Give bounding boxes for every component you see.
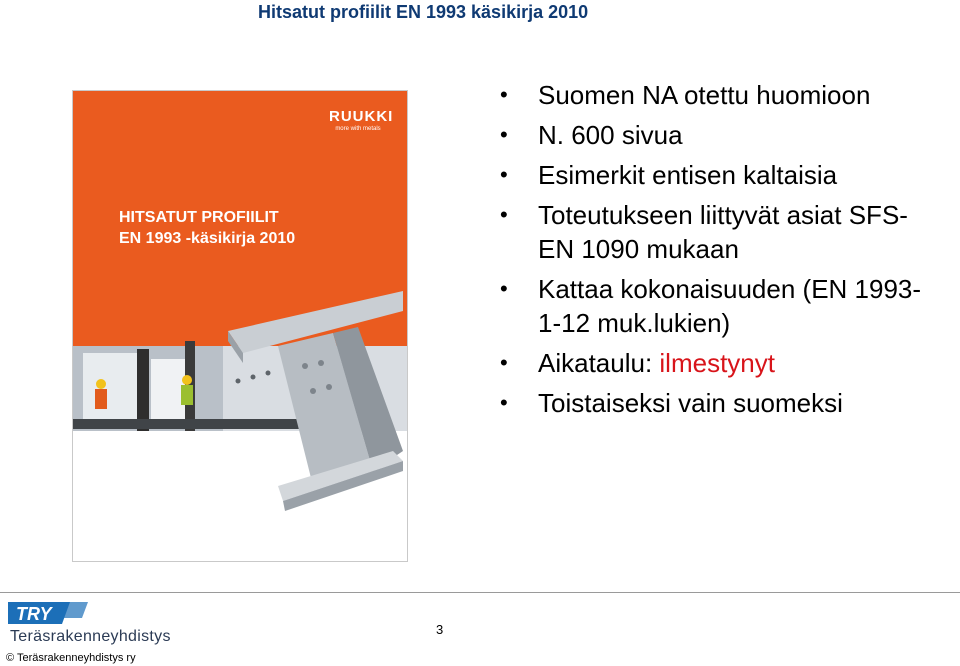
book-cover-image xyxy=(72,90,408,562)
bullet-dot-icon: • xyxy=(500,122,508,147)
bullet-text: Toistaiseksi vain suomeksi xyxy=(538,388,843,418)
ruukki-logo-tagline: more with metals xyxy=(335,126,381,132)
ruukki-logo xyxy=(329,108,394,139)
bullet-text: N. 600 sivua xyxy=(538,120,683,150)
cover-title-line-1: HITSATUT PROFIILIT xyxy=(119,209,279,226)
bullet-highlight-text: ilmestynyt xyxy=(659,348,775,378)
bullet-dot-icon: • xyxy=(500,202,508,227)
bullet-item xyxy=(500,272,940,340)
bullet-dot-icon: • xyxy=(500,390,508,415)
bullet-dot-icon: • xyxy=(500,276,508,301)
try-logo-text: TRY xyxy=(16,604,52,624)
bullet-dot-icon: • xyxy=(500,162,508,187)
bullet-text: Kattaa kokonaisuuden (EN 1993-1-12 muk.lukien) xyxy=(538,274,922,338)
footer-divider xyxy=(0,592,960,593)
ruukki-logo-text: RUUKKI xyxy=(329,108,394,125)
copyright-text: © Teräsrakenneyhdistys ry xyxy=(6,652,136,664)
page-number: 3 xyxy=(436,622,444,637)
slide-title: Hitsatut profiilit EN 1993 käsikirja 2010 xyxy=(258,2,589,22)
cover-title xyxy=(119,207,295,249)
bullet-text: Suomen NA otettu huomioon xyxy=(538,80,871,110)
bullet-item xyxy=(500,78,940,112)
bullet-text: Esimerkit entisen kaltaisia xyxy=(538,160,838,190)
bullet-dot-icon: • xyxy=(500,82,508,107)
bullet-item xyxy=(500,118,940,152)
bullet-item xyxy=(500,198,940,266)
bullet-dot-icon: • xyxy=(500,350,508,375)
bullet-text: Aikataulu: xyxy=(538,348,660,378)
bullet-item xyxy=(500,386,940,420)
bullet-item xyxy=(500,158,940,192)
bullet-list xyxy=(500,78,940,426)
organization-name: Teräsrakenneyhdistys xyxy=(10,628,171,645)
cover-photo-illustration xyxy=(73,91,407,561)
bullet-text: Toteutukseen liittyvät asiat SFS-EN 1090 mukaan xyxy=(538,200,908,264)
bullet-item xyxy=(500,346,940,380)
cover-title-line-2: EN 1993 -käsikirja 2010 xyxy=(119,230,296,247)
